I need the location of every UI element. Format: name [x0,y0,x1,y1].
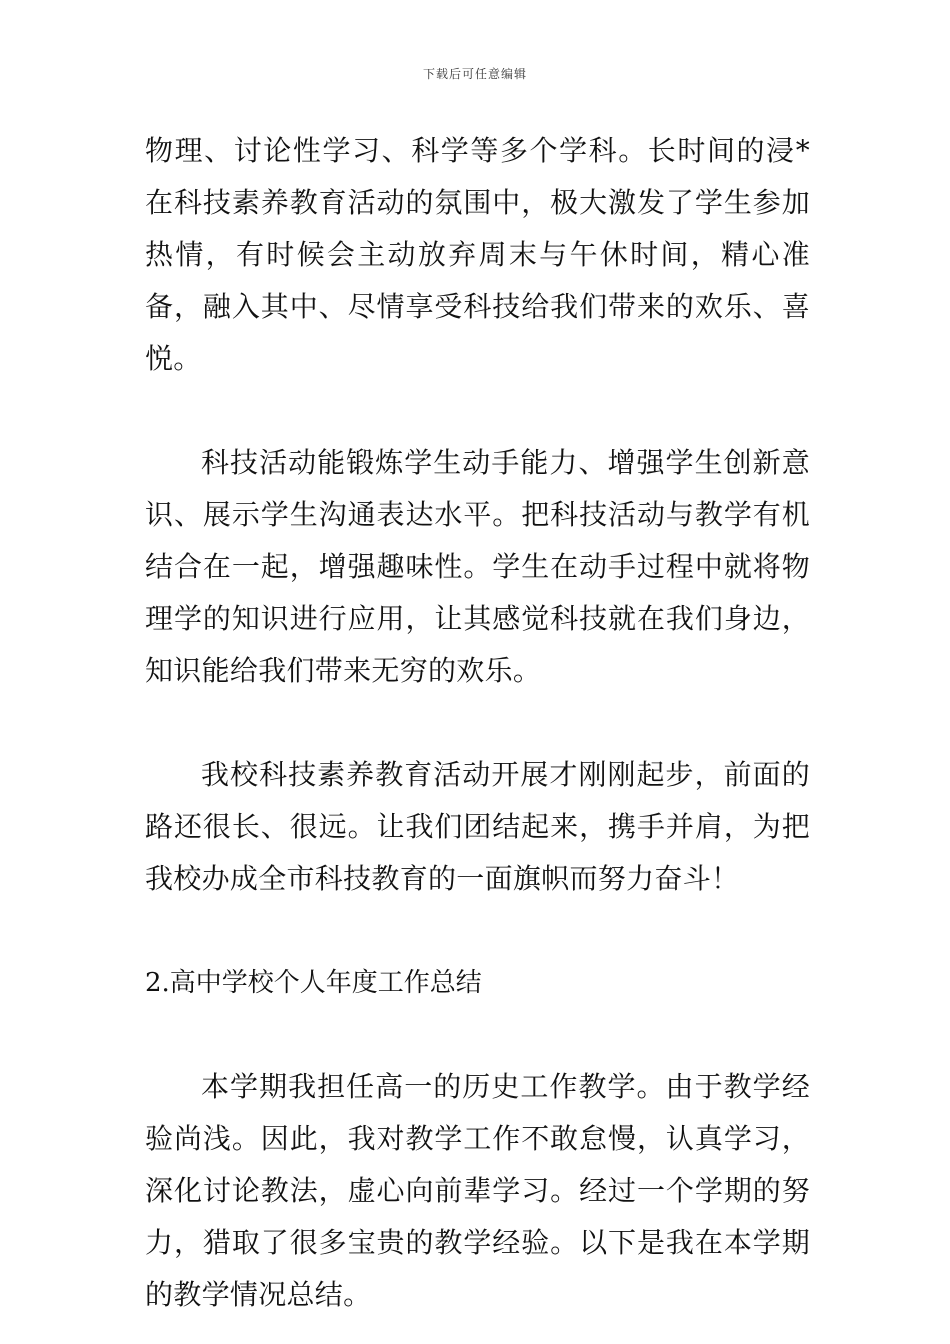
paragraph-gap [145,1009,810,1061]
paragraph-gap [145,385,810,437]
paragraph-3: 我校科技素养教育活动开展才刚刚起步，前面的路还很长、很远。让我们团结起来，携手并肩，为把我校办成全市科技教育的一面旗帜而努力奋斗！ [145,758,810,895]
paragraph-1: 物理、讨论性学习、科学等多个学科。长时间的浸*在科技素养教育活动的氛围中，极大激发了学生参加热情，有时候会主动放弃周末与午休时间，精心准备，融入其中、尽情享受科技给我们带来的欢乐、喜悦。 [145,134,810,375]
paragraph-gap [145,697,810,749]
paragraph-4: 本学期我担任高一的历史工作教学。由于教学经验尚浅。因此，我对教学工作不敢怠慢，认真学习，深化讨论教法，虚心向前辈学习。经过一个学期的努力，猎取了很多宝贵的教学经验。以下是我在本学期的教学情况总结。 [145,1070,810,1311]
section-heading: 2.高中学校个人年度工作总结 [145,968,482,998]
document-body [145,125,810,1321]
paragraph-2: 科技活动能锻炼学生动手能力、增强学生创新意识、展示学生沟通表达水平。把科技活动与教学有机结合在一起，增强趣味性。学生在动手过程中就将物理学的知识进行应用，让其感觉科技就在我们身边，知识能给我们带来无穷的欢乐。 [145,446,810,687]
page-header: 下载后可任意编辑 [422,67,527,81]
paragraph-gap [145,905,810,957]
